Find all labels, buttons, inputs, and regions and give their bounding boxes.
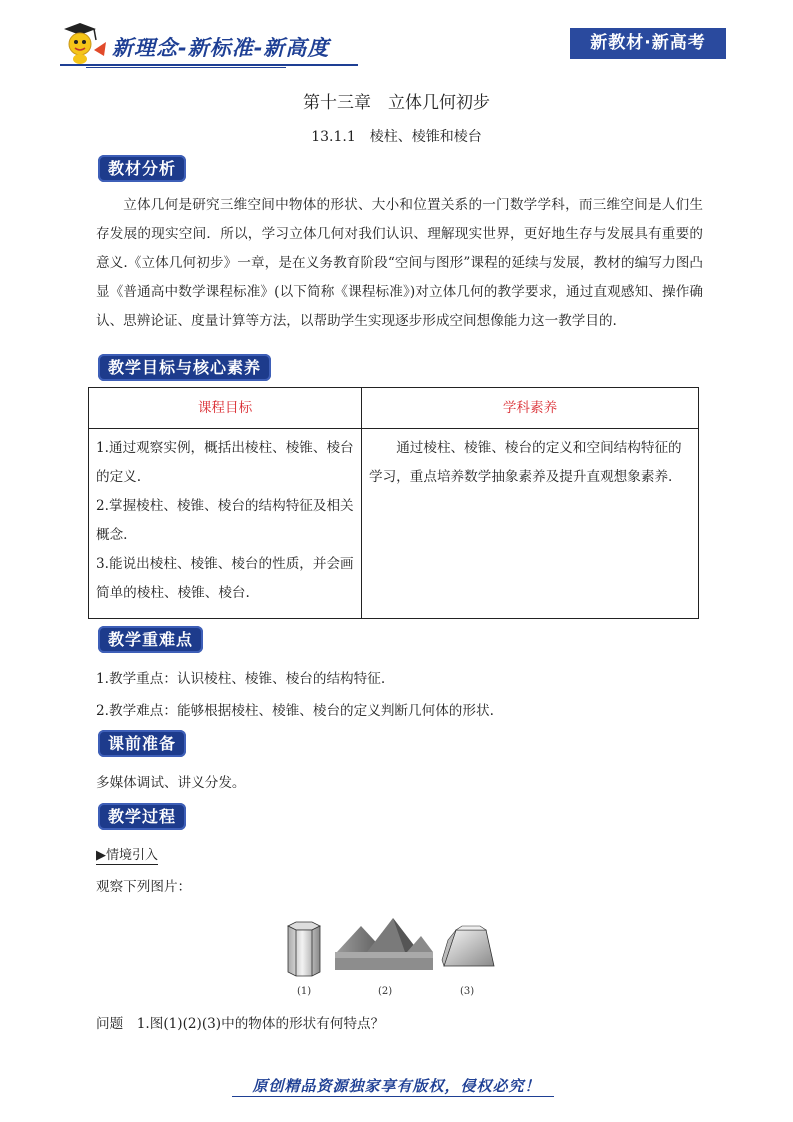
figure-caption-1: (1) xyxy=(297,986,312,997)
header-underline-thin xyxy=(86,67,286,68)
table-header-literacy: 学科素养 xyxy=(502,400,558,416)
header-badge: 新教材·新高考 xyxy=(570,28,726,59)
key-point-item: 1.教学重点：认识棱柱、棱锥、棱台的结构特征. xyxy=(96,671,386,687)
question-text: 问题 1.图(1)(2)(3)中的物体的形状有何特点？ xyxy=(96,1016,385,1032)
table-cell-literacy: 通过棱柱、棱锥、棱台的定义和空间结构特征的学习，重点培养数学抽象素养及提升直观想象素养. xyxy=(369,440,682,485)
figure-caption-3: (3) xyxy=(460,986,475,997)
observe-text: 观察下列图片： xyxy=(96,879,192,895)
scenario-intro-label: ▶情境引入 xyxy=(96,844,158,865)
table-divider-horizontal xyxy=(89,428,698,429)
goal-item: 3.能说出棱柱、棱锥、棱台的性质，并会画简单的棱柱、棱锥、棱台. xyxy=(96,556,354,601)
goals-table xyxy=(88,387,699,619)
table-header-course-goals: 课程目标 xyxy=(197,400,253,416)
footer-underline xyxy=(232,1096,554,1097)
prep-text: 多媒体调试、讲义分发。 xyxy=(96,775,246,791)
difficulty-item: 2.教学难点：能够根据棱柱、棱锥、棱台的定义判断几何体的形状. xyxy=(96,703,494,719)
section-tag-key-points: 教学重难点 xyxy=(98,626,203,653)
goal-item: 2.掌握棱柱、棱锥、棱台的结构特征及相关概念. xyxy=(96,498,354,543)
figure-pyramids-photo xyxy=(335,914,433,970)
mascot-logo xyxy=(60,20,110,66)
section-tag-prep: 课前准备 xyxy=(98,730,186,757)
section-title: 13.1.1 棱柱、棱锥和棱台 xyxy=(311,129,482,145)
section-tag-goals: 教学目标与核心素养 xyxy=(98,354,271,381)
section-tag-analysis: 教材分析 xyxy=(98,155,186,182)
table-cell-goals xyxy=(96,434,354,608)
header-slogan: 新理念-新标准-新高度 xyxy=(112,36,330,60)
goal-item: 1.通过观察实例，概括出棱柱、棱锥、棱台的定义. xyxy=(96,440,354,485)
section-tag-process: 教学过程 xyxy=(98,803,186,830)
footer-copyright: 原创精品资源独家享有版权，侵权必究！ xyxy=(252,1077,541,1095)
chapter-title: 第十三章 立体几何初步 xyxy=(303,93,490,113)
header-underline xyxy=(60,64,358,66)
figure-hexagonal-prism xyxy=(282,920,326,980)
analysis-paragraph: 立体几何是研究三维空间中物体的形状、大小和位置关系的一门数学学科，而三维空间是人们生存发展的现实空间．所以，学习立体几何对我们认识、理解现实世界，更好地生存与发展具有重要的意义.《立体几何初步》一章，是在义务教育阶段“空间与图形”课程的延续与发展，教材的编写力图凸显《普通高中数学课程标准》(以下简称《课程标准》)对立体几何的教学要求，通过直观感知、操作确认、思辨论证、度量计算等方法，以帮助学生实现逐步形成空间想像能力这一教学目的. xyxy=(96,197,703,329)
figure-frustum xyxy=(440,924,498,970)
figure-caption-2: (2) xyxy=(378,986,393,997)
